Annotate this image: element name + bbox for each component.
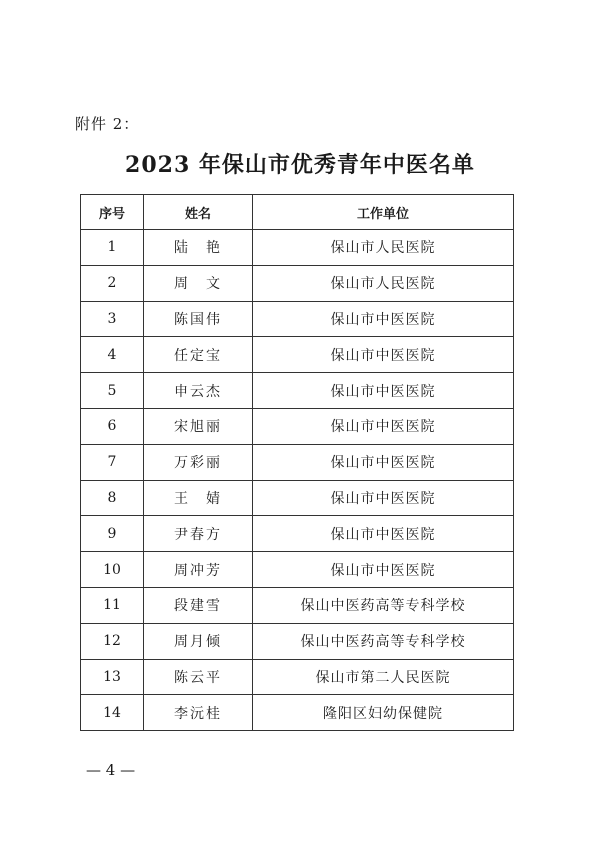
row-name: 陈国伟 bbox=[144, 301, 253, 337]
row-number: 10 bbox=[81, 552, 144, 588]
row-name: 周冲芳 bbox=[144, 552, 253, 588]
table-row bbox=[81, 337, 514, 373]
row-number: 5 bbox=[81, 373, 144, 409]
row-work-unit: 保山市中医医院 bbox=[253, 444, 514, 480]
row-name: 宋旭丽 bbox=[144, 408, 253, 444]
row-number: 3 bbox=[81, 301, 144, 337]
row-work-unit: 保山市中医医院 bbox=[253, 408, 514, 444]
row-work-unit: 保山市中医医院 bbox=[253, 301, 514, 337]
row-number: 1 bbox=[81, 230, 144, 266]
row-work-unit: 保山市中医医院 bbox=[253, 516, 514, 552]
row-work-unit: 保山中医药高等专科学校 bbox=[253, 587, 514, 623]
row-name: 陈云平 bbox=[144, 659, 253, 695]
row-name: 任定宝 bbox=[144, 337, 253, 373]
table-row bbox=[81, 623, 514, 659]
row-work-unit: 保山市中医医院 bbox=[253, 552, 514, 588]
row-name: 王 婧 bbox=[144, 480, 253, 516]
row-work-unit: 保山市中医医院 bbox=[253, 337, 514, 373]
table-row bbox=[81, 695, 514, 731]
row-name: 万彩丽 bbox=[144, 444, 253, 480]
page-number: — 4 — bbox=[86, 761, 136, 779]
row-name: 周月倾 bbox=[144, 623, 253, 659]
row-number: 13 bbox=[81, 659, 144, 695]
attachment-label: 附件 2： bbox=[75, 115, 140, 133]
row-name: 尹春方 bbox=[144, 516, 253, 552]
table-row bbox=[81, 552, 514, 588]
row-work-unit: 保山市第二人民医院 bbox=[253, 659, 514, 695]
row-name: 周 文 bbox=[144, 265, 253, 301]
document-title: 2023 年保山市优秀青年中医名单 bbox=[125, 152, 475, 178]
row-work-unit: 保山市人民医院 bbox=[253, 265, 514, 301]
row-number: 9 bbox=[81, 516, 144, 552]
header-number: 序号 bbox=[81, 195, 144, 230]
row-number: 4 bbox=[81, 337, 144, 373]
row-number: 14 bbox=[81, 695, 144, 731]
row-work-unit: 保山市人民医院 bbox=[253, 230, 514, 266]
row-number: 7 bbox=[81, 444, 144, 480]
table-row bbox=[81, 480, 514, 516]
row-work-unit: 保山市中医医院 bbox=[253, 373, 514, 409]
table-row bbox=[81, 659, 514, 695]
row-number: 11 bbox=[81, 587, 144, 623]
table-row bbox=[81, 444, 514, 480]
header-name: 姓名 bbox=[144, 195, 253, 230]
row-name: 段建雪 bbox=[144, 587, 253, 623]
row-name: 申云杰 bbox=[144, 373, 253, 409]
row-name: 陆 艳 bbox=[144, 230, 253, 266]
row-number: 12 bbox=[81, 623, 144, 659]
table-header-row bbox=[81, 195, 514, 230]
roster-table bbox=[80, 194, 514, 731]
table-row bbox=[81, 373, 514, 409]
row-name: 李沅桂 bbox=[144, 695, 253, 731]
row-work-unit: 保山中医药高等专科学校 bbox=[253, 623, 514, 659]
table-row bbox=[81, 230, 514, 266]
row-number: 2 bbox=[81, 265, 144, 301]
header-work-unit: 工作单位 bbox=[253, 195, 514, 230]
table-row bbox=[81, 587, 514, 623]
row-number: 6 bbox=[81, 408, 144, 444]
table-row bbox=[81, 408, 514, 444]
table-row bbox=[81, 301, 514, 337]
table-row bbox=[81, 516, 514, 552]
row-work-unit: 保山市中医医院 bbox=[253, 480, 514, 516]
table-row bbox=[81, 265, 514, 301]
row-number: 8 bbox=[81, 480, 144, 516]
row-work-unit: 隆阳区妇幼保健院 bbox=[253, 695, 514, 731]
